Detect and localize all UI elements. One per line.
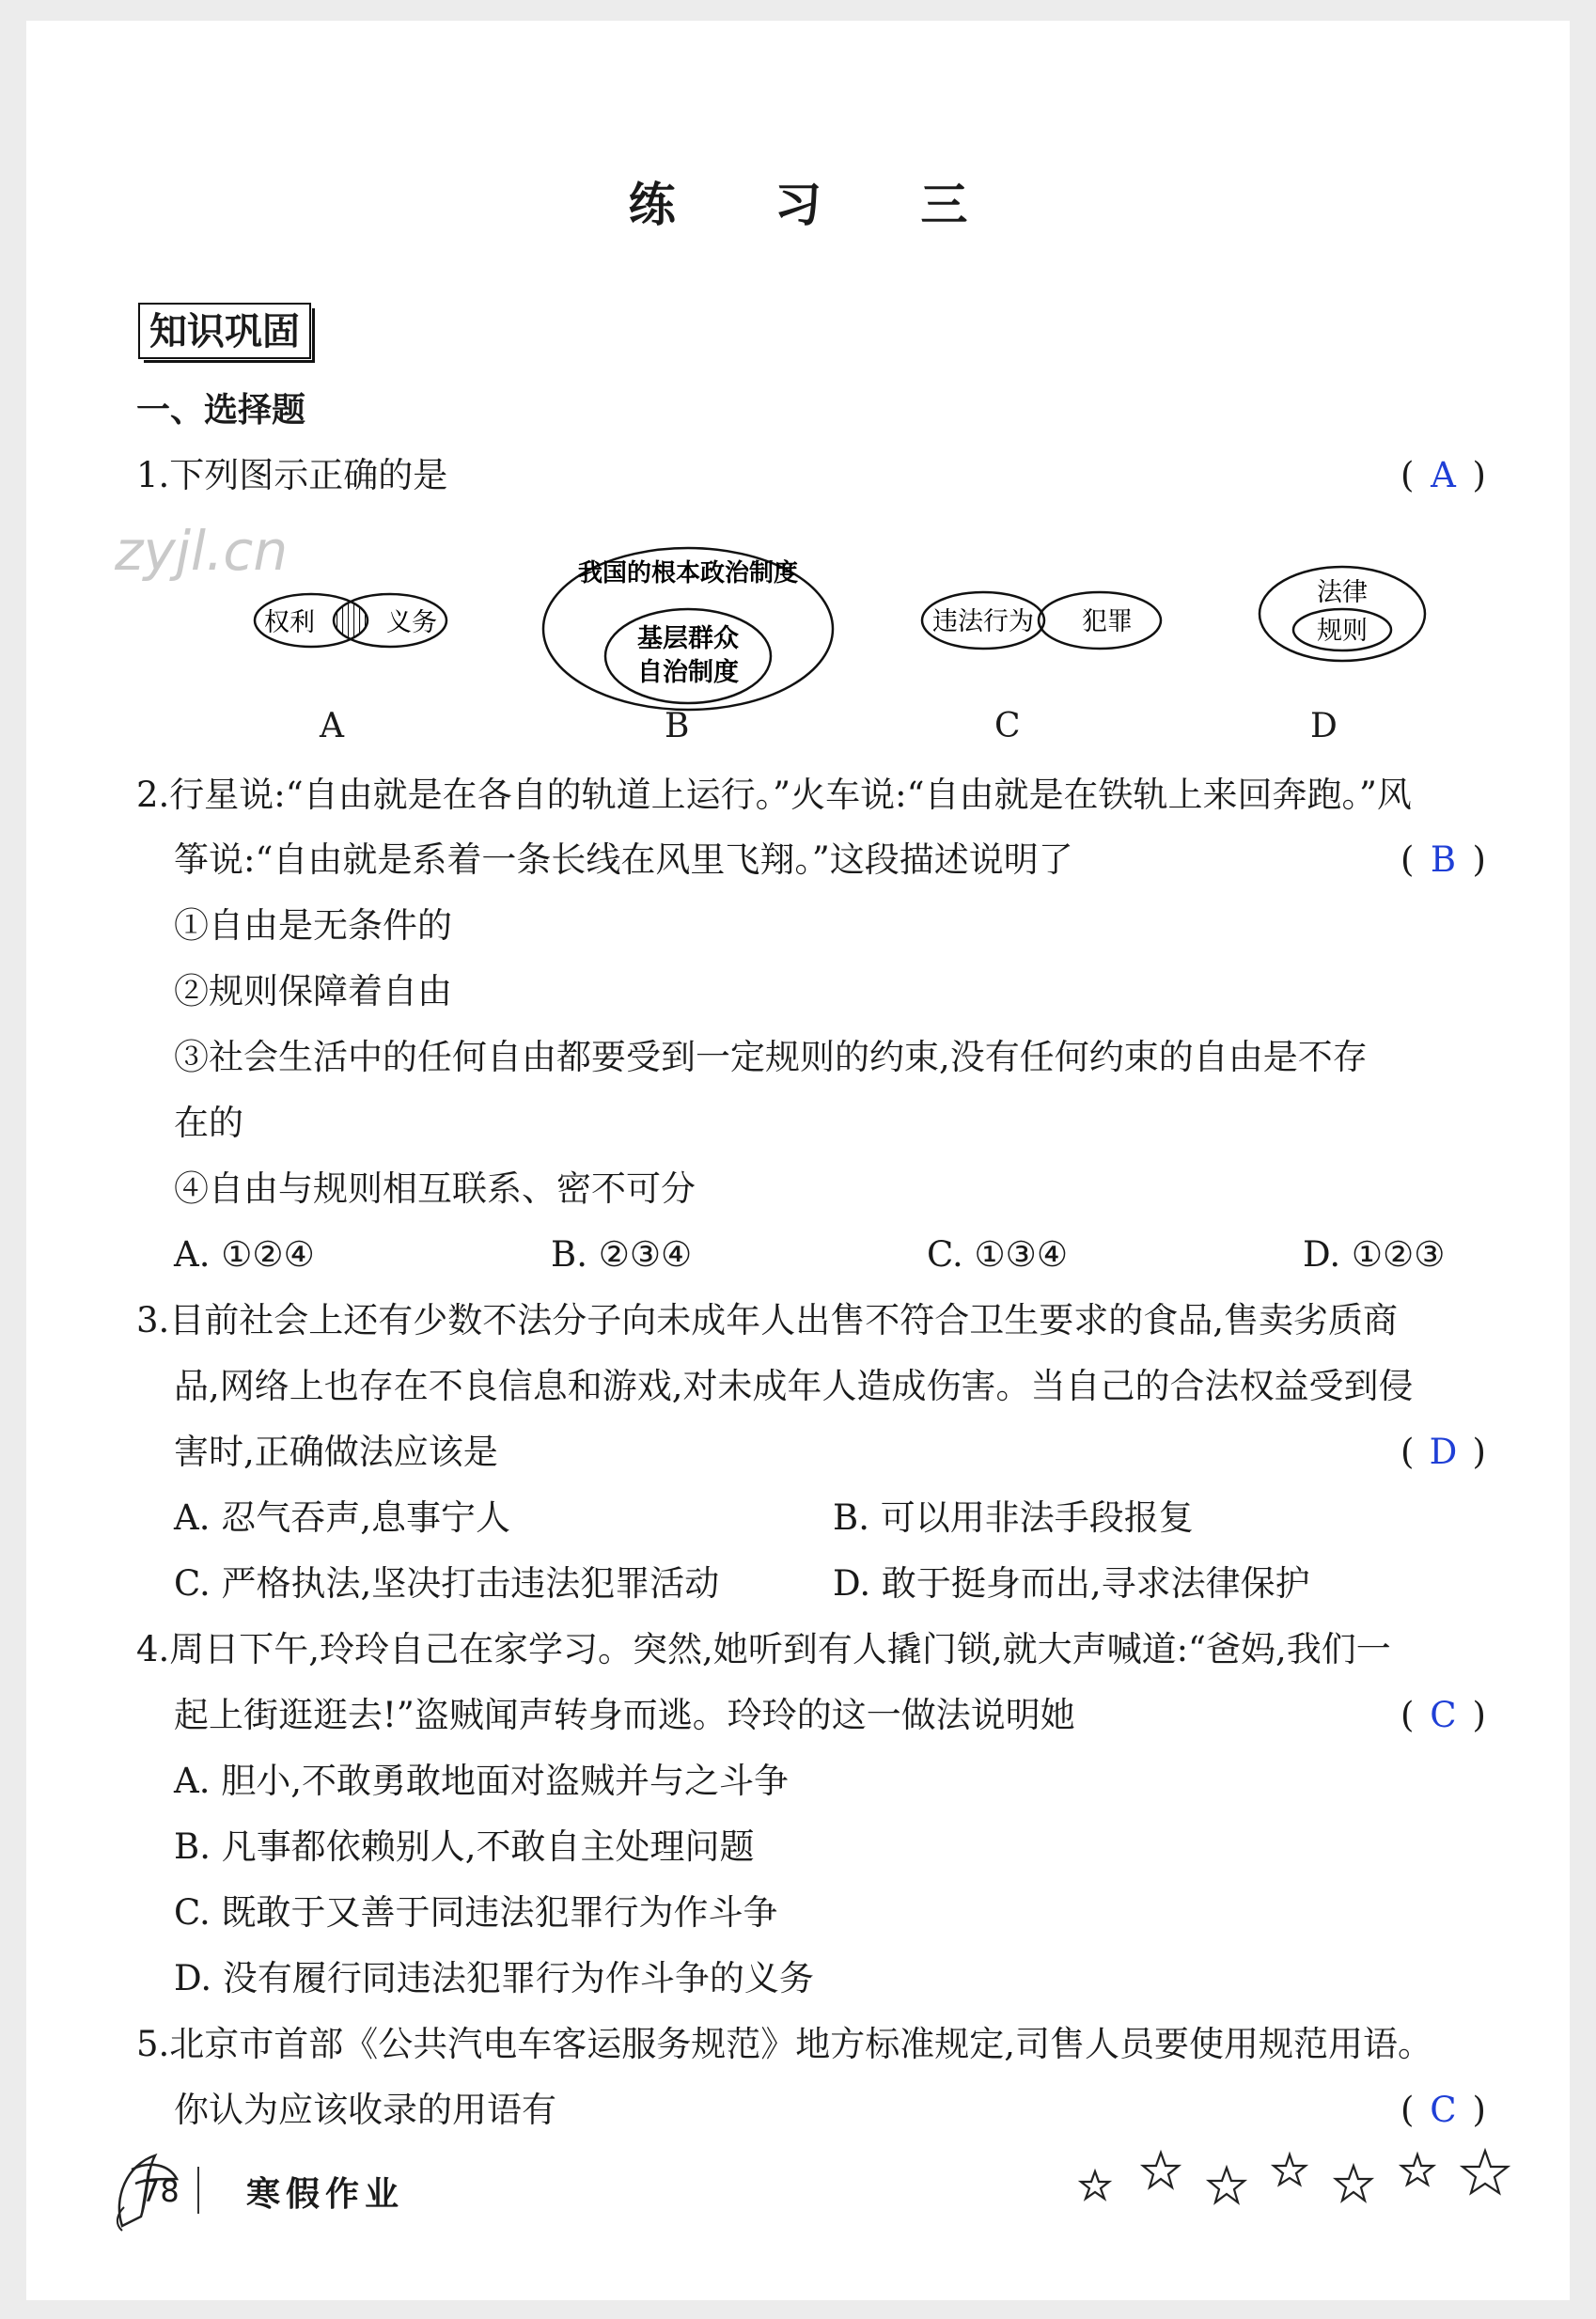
- q5-line-2: 你认为应该收录的用语有: [174, 2090, 556, 2130]
- diagram-d-inner-label: 规则: [1317, 617, 1368, 646]
- q3-line-3: 害时,正确做法应该是: [174, 1432, 498, 1472]
- paren-close: ): [1472, 455, 1486, 495]
- paren-open: (: [1400, 1695, 1415, 1735]
- q2-statement-2: ②规则保障着自由: [174, 971, 452, 1011]
- q4-option-d: D. 没有履行同违法犯罪行为作斗争的义务: [174, 1958, 814, 1998]
- q4-option-a: A. 胆小,不敢勇敢地面对盗贼并与之斗争: [174, 1761, 790, 1801]
- q3-option-b: B. 可以用非法手段报复: [833, 1497, 1194, 1538]
- paren-open: (: [1400, 1432, 1415, 1472]
- page-title: 练 习 三: [628, 177, 1009, 232]
- q2-statement-4: ④自由与规则相互联系、密不可分: [174, 1168, 696, 1209]
- star-icon: [1463, 2151, 1508, 2193]
- q4-option-c: C. 既敢于又善于同违法犯罪行为作斗争: [174, 1892, 778, 1933]
- diagram-a: [252, 583, 449, 658]
- diagram-d-outer-label: 法律: [1317, 578, 1368, 607]
- q4-answer-letter: C: [1430, 1695, 1457, 1735]
- watermark: zyjl.cn: [115, 519, 289, 583]
- diagram-c-right-label: 犯罪: [1082, 607, 1133, 636]
- q4-line-1: 4.周日下午,玲玲自己在家学习。突然,她听到有人撬门锁,就大声喊道:“爸妈,我们一: [136, 1629, 1391, 1669]
- q3-option-a: A. 忍气吞声,息事宁人: [174, 1497, 511, 1538]
- q3-answer-letter: D: [1429, 1432, 1458, 1472]
- diagram-b-outer-label: 我国的根本政治制度: [577, 559, 799, 588]
- star-icon: [1143, 2153, 1179, 2187]
- paren-close: ): [1472, 839, 1486, 880]
- star-icon: [1274, 2154, 1306, 2185]
- q2-answer: [1400, 839, 1486, 881]
- diagram-c-left-label: 违法行为: [932, 607, 1034, 636]
- q2-option-c: C. ①③④: [927, 1234, 1069, 1275]
- diagram-a-left-label: 权利: [264, 608, 315, 637]
- diagram-b-letter: B: [665, 707, 690, 745]
- footer-divider: [197, 2167, 199, 2214]
- q2-line-2: 筝说:“自由就是系着一条长线在风里飞翔。”这段描述说明了: [174, 839, 1073, 880]
- diagram-d: [1256, 562, 1429, 666]
- diagram-b-inner-label-1: 基层群众: [637, 624, 739, 653]
- star-icon: [1081, 2171, 1109, 2199]
- q1-answer-letter: A: [1431, 455, 1456, 495]
- q4-line-2: 起上街逛逛去!”盗贼闻声转身而逃。玲玲的这一做法说明她: [174, 1695, 1075, 1735]
- section-box: 知识巩固: [138, 303, 311, 359]
- paren-open: (: [1400, 455, 1415, 495]
- diagram-c-letter: C: [994, 707, 1021, 745]
- q2-option-a: A. ①②④: [174, 1234, 315, 1275]
- diagram-a-letter: A: [320, 707, 344, 745]
- paren-close: ): [1472, 2090, 1486, 2130]
- footer-stars: [1072, 2143, 1513, 2209]
- q2-answer-letter: B: [1430, 839, 1457, 880]
- q2-line-1: 2.行星说:“自由就是在各自的轨道上运行。”火车说:“自由就是在铁轨上来回奔跑。”风: [136, 775, 1412, 815]
- page-number: 78: [141, 2173, 180, 2209]
- q5-line-1: 5.北京市首部《公共汽电车客运服务规范》地方标准规定,司售人员要使用规范用语。: [136, 2024, 1433, 2064]
- paren-close: ): [1472, 1432, 1486, 1472]
- paren-close: ): [1472, 1695, 1486, 1735]
- paren-open: (: [1400, 2090, 1415, 2130]
- q2-option-d: D. ①②③: [1303, 1234, 1446, 1275]
- q1-answer: [1400, 455, 1486, 496]
- q2-statement-1: ①自由是无条件的: [174, 905, 452, 946]
- q3-answer: [1400, 1432, 1486, 1473]
- q3-line-1: 3.目前社会上还有少数不法分子向未成年人出售不符合卫生要求的食品,售卖劣质商: [136, 1300, 1399, 1340]
- section-heading: 一、选择题: [136, 391, 306, 430]
- diagram-d-letter: D: [1310, 707, 1338, 745]
- q4-answer: [1400, 1695, 1486, 1736]
- q2-statement-3a: ③社会生活中的任何自由都要受到一定规则的约束,没有任何约束的自由是不存: [174, 1037, 1368, 1077]
- diagram-b-inner-label-2: 自治制度: [637, 658, 739, 687]
- diagram-c: [919, 583, 1164, 658]
- paren-open: (: [1400, 839, 1415, 880]
- book-title: 寒假作业: [246, 2174, 405, 2214]
- q3-option-d: D. 敢于挺身而出,寻求法律保护: [833, 1563, 1310, 1604]
- q5-answer-letter: C: [1430, 2090, 1457, 2130]
- q3-option-c: C. 严格执法,坚决打击违法犯罪活动: [174, 1563, 720, 1604]
- q4-option-b: B. 凡事都依赖别人,不敢自主处理问题: [174, 1826, 755, 1867]
- q3-line-2: 品,网络上也存在不良信息和游戏,对未成年人造成伤害。当自己的合法权益受到侵: [174, 1366, 1414, 1406]
- star-icon: [1209, 2168, 1244, 2202]
- diagram-a-right-label: 义务: [386, 608, 437, 637]
- star-icon: [1336, 2166, 1371, 2201]
- star-icon: [1401, 2154, 1433, 2185]
- q2-option-b: B. ②③④: [551, 1234, 693, 1275]
- q5-answer: [1400, 2090, 1486, 2131]
- q2-statement-3b: 在的: [174, 1103, 243, 1143]
- diagram-b: [540, 543, 837, 714]
- q1-stem: 1.下列图示正确的是: [136, 455, 448, 495]
